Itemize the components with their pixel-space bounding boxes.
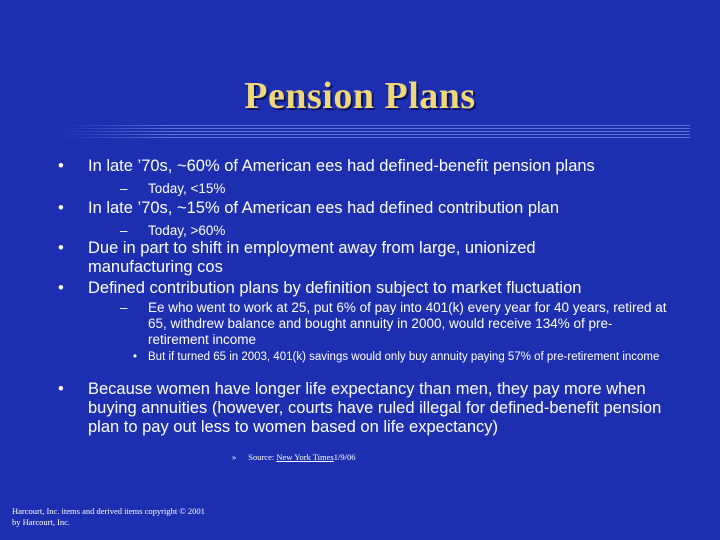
copyright-notice: Harcourt, Inc. items and derived items copyright © 2001 by Harcourt, Inc. (12, 506, 205, 527)
sub-bullet-text: Today, >60% (148, 223, 226, 238)
sub-bullet-marker: – (120, 181, 128, 196)
source-publication-link[interactable]: New York Times (276, 452, 334, 462)
sub-bullet-marker: – (120, 223, 128, 238)
sub-bullet-marker: – (120, 300, 128, 315)
source-date: 1/9/06 (333, 452, 356, 462)
bullet-text: Due in part to shift in employment away from large, unionized manufacturing cos (88, 239, 536, 276)
bullet-marker: • (58, 157, 64, 175)
title-divider (60, 125, 690, 139)
bullet-text: Because women have longer life expectancy than men, they pay more when buying annuities (however, courts have ruled illegal for defined-benefit pension plan to pay out less to women based on life expectancy) (88, 380, 662, 436)
sub-bullet-text: Today, <15% (148, 181, 226, 196)
bullet-text: Defined contribution plans by definition subject to market fluctuation (88, 279, 582, 297)
slide-title: Pension Plans (244, 75, 476, 117)
source-prefix: Source: (248, 452, 277, 462)
source-citation (232, 452, 355, 462)
bullet-marker: • (58, 199, 64, 217)
bullet-marker: • (58, 380, 64, 398)
sub-bullet-text: Ee who went to work at 25, put 6% of pay into 401(k) every year for 40 years, retired at 65, withdrew balance and bought annuity in 2000, would receive 134% of pre-retirement income (148, 300, 667, 347)
bullet-marker: • (58, 279, 64, 297)
bullet-text: In late ’70s, ~60% of American ees had defined-benefit pension plans (88, 157, 595, 175)
source-marker: » (232, 452, 237, 462)
sub-sub-bullet-marker: • (133, 351, 138, 363)
bullet-marker: • (58, 239, 64, 257)
sub-sub-bullet-text: But if turned 65 in 2003, 401(k) savings would only buy annuity paying 57% of pre-retirement income (148, 351, 660, 363)
bullet-text: In late ’70s, ~15% of American ees had defined contribution plan (88, 199, 560, 217)
